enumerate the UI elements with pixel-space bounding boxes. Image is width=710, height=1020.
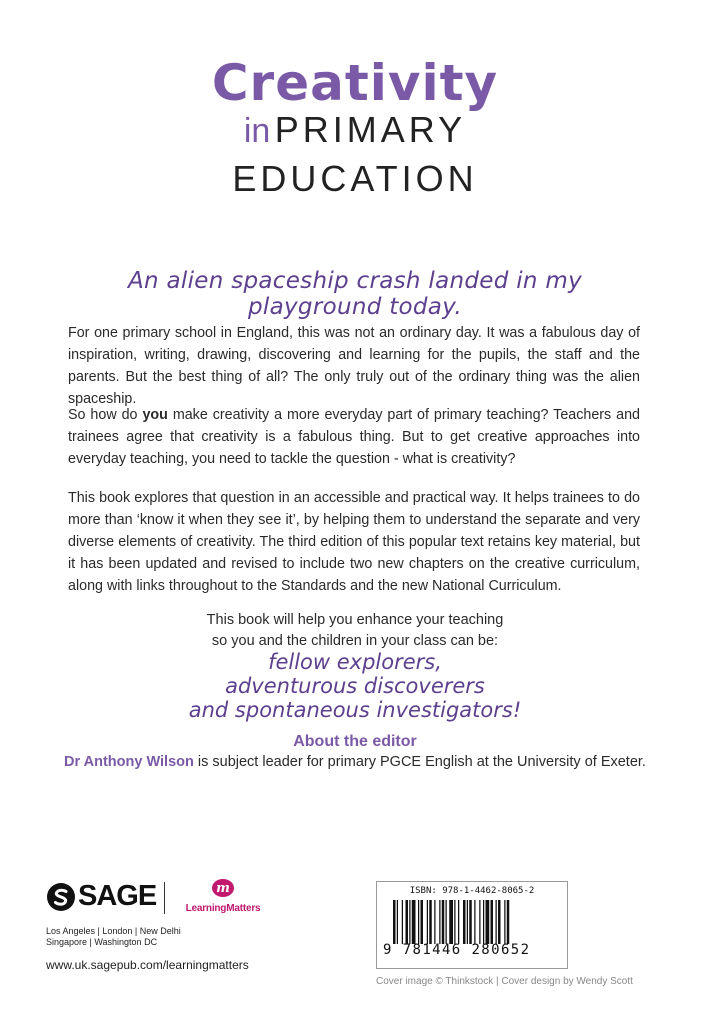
barcode-bar <box>467 900 468 944</box>
barcode-bar <box>449 900 453 944</box>
barcode-bar <box>491 900 494 944</box>
learning-matters-badge: m <box>216 881 230 896</box>
learning-matters-logo <box>178 878 268 914</box>
handwritten-list <box>60 650 650 722</box>
barcode-bar <box>469 900 472 944</box>
paragraph-3: This book explores that question in an accessible and practical way. It helps trainees to do more than ‘know it when they see it’, by helping them to understand the separate and very diverse elements of creativity. The third edition of this popular text retains key material, but it has been updated and revised to include two new chapters on the creative curriculum, along with links throughout to the Standards and the new National Curriculum. <box>68 490 640 594</box>
isbn-text: ISBN: 978-1-4462-8065-2 <box>409 886 535 896</box>
barcode-bar <box>442 900 445 944</box>
tagline: An alien spaceship crash landed in my playground today. <box>127 268 583 320</box>
title-line-primary <box>0 109 710 159</box>
barcode-bar <box>474 900 475 944</box>
barcode-bar <box>429 900 432 944</box>
publisher-url[interactable]: www.uk.sagepub.com/learningmatters <box>46 958 249 972</box>
hand-line-3: and spontaneous investigators! <box>188 698 522 722</box>
book-title <box>0 55 710 199</box>
sage-s-icon <box>46 882 76 912</box>
barcode-bar <box>454 900 455 944</box>
barcode-bar <box>479 900 480 944</box>
editor-name: Dr Anthony Wilson <box>64 754 194 770</box>
paragraph-2-bold: you <box>142 407 168 423</box>
barcode-bar <box>504 900 505 944</box>
sage-logo <box>46 880 156 913</box>
editor-description: is subject leader for primary PGCE English at the University of Exeter. <box>193 754 646 770</box>
barcode-bar <box>412 900 416 944</box>
barcode-bar <box>427 900 428 944</box>
hand-line-1: fellow explorers, <box>268 650 442 674</box>
sage-wordmark: SAGE <box>78 880 157 912</box>
barcode-bar <box>421 900 424 944</box>
title-education: EDUCATION <box>232 158 478 199</box>
hand-line-2: adventurous discoverers <box>225 674 485 698</box>
barcode-bar <box>483 900 484 944</box>
barcode-bar <box>458 900 459 944</box>
barcode-bar <box>418 900 419 944</box>
barcode-bar <box>434 900 435 944</box>
cities-line-2: Singapore | Washington DC <box>46 937 158 947</box>
title-creativity: Creativity <box>211 54 499 112</box>
learning-matters-icon <box>211 878 235 898</box>
publisher-cities <box>46 926 181 948</box>
barcode-bar <box>486 900 490 944</box>
about-editor-heading: About the editor <box>293 733 417 750</box>
barcode-bar <box>393 900 396 944</box>
barcode-bar <box>446 900 447 944</box>
title-primary: PRIMARY <box>274 109 467 150</box>
help-line-1: This book will help you enhance your teaching <box>206 612 504 628</box>
barcode-bar <box>496 900 497 944</box>
cover-credit: Cover image © Thinkstock | Cover design by Wendy Scott <box>376 976 633 987</box>
barcode-bars <box>393 900 561 948</box>
paragraph-2-end: make creativity a more everyday part of primary teaching? Teachers and trainees agree that creativity is a fabulous thing. But to get creative approaches into everyday teaching, you need to tackle the question - what is creativity? <box>68 407 640 467</box>
barcode <box>376 881 568 969</box>
paragraph-2-start: So how do <box>68 407 143 423</box>
about-editor-text <box>60 754 650 770</box>
barcode-bar <box>409 900 410 944</box>
barcode-bar <box>498 900 501 944</box>
barcode-bar <box>507 900 510 944</box>
barcode-bar <box>402 900 403 944</box>
title-in: in <box>243 112 271 150</box>
barcode-bar <box>397 900 398 944</box>
learning-matters-wordmark: LearningMatters <box>185 903 261 914</box>
logo-divider <box>164 882 165 914</box>
barcode-digits: 9 781446 280652 <box>383 942 531 958</box>
barcode-bar <box>406 900 409 944</box>
cities-line-1: Los Angeles | London | New Delhi <box>46 926 181 936</box>
help-text <box>60 610 650 652</box>
paragraph-1: For one primary school in England, this was not an ordinary day. It was a fabulous day of inspiration, writing, drawing, discovering and learning for the pupils, the staff and the parents. But the best thing of all? The only truly out of the ordinary thing was the alien spaceship. <box>68 325 640 407</box>
help-line-2: so you and the children in your class can be: <box>211 633 499 649</box>
barcode-bar <box>439 900 440 944</box>
barcode-bar <box>463 900 466 944</box>
paragraph-2 <box>68 404 640 470</box>
